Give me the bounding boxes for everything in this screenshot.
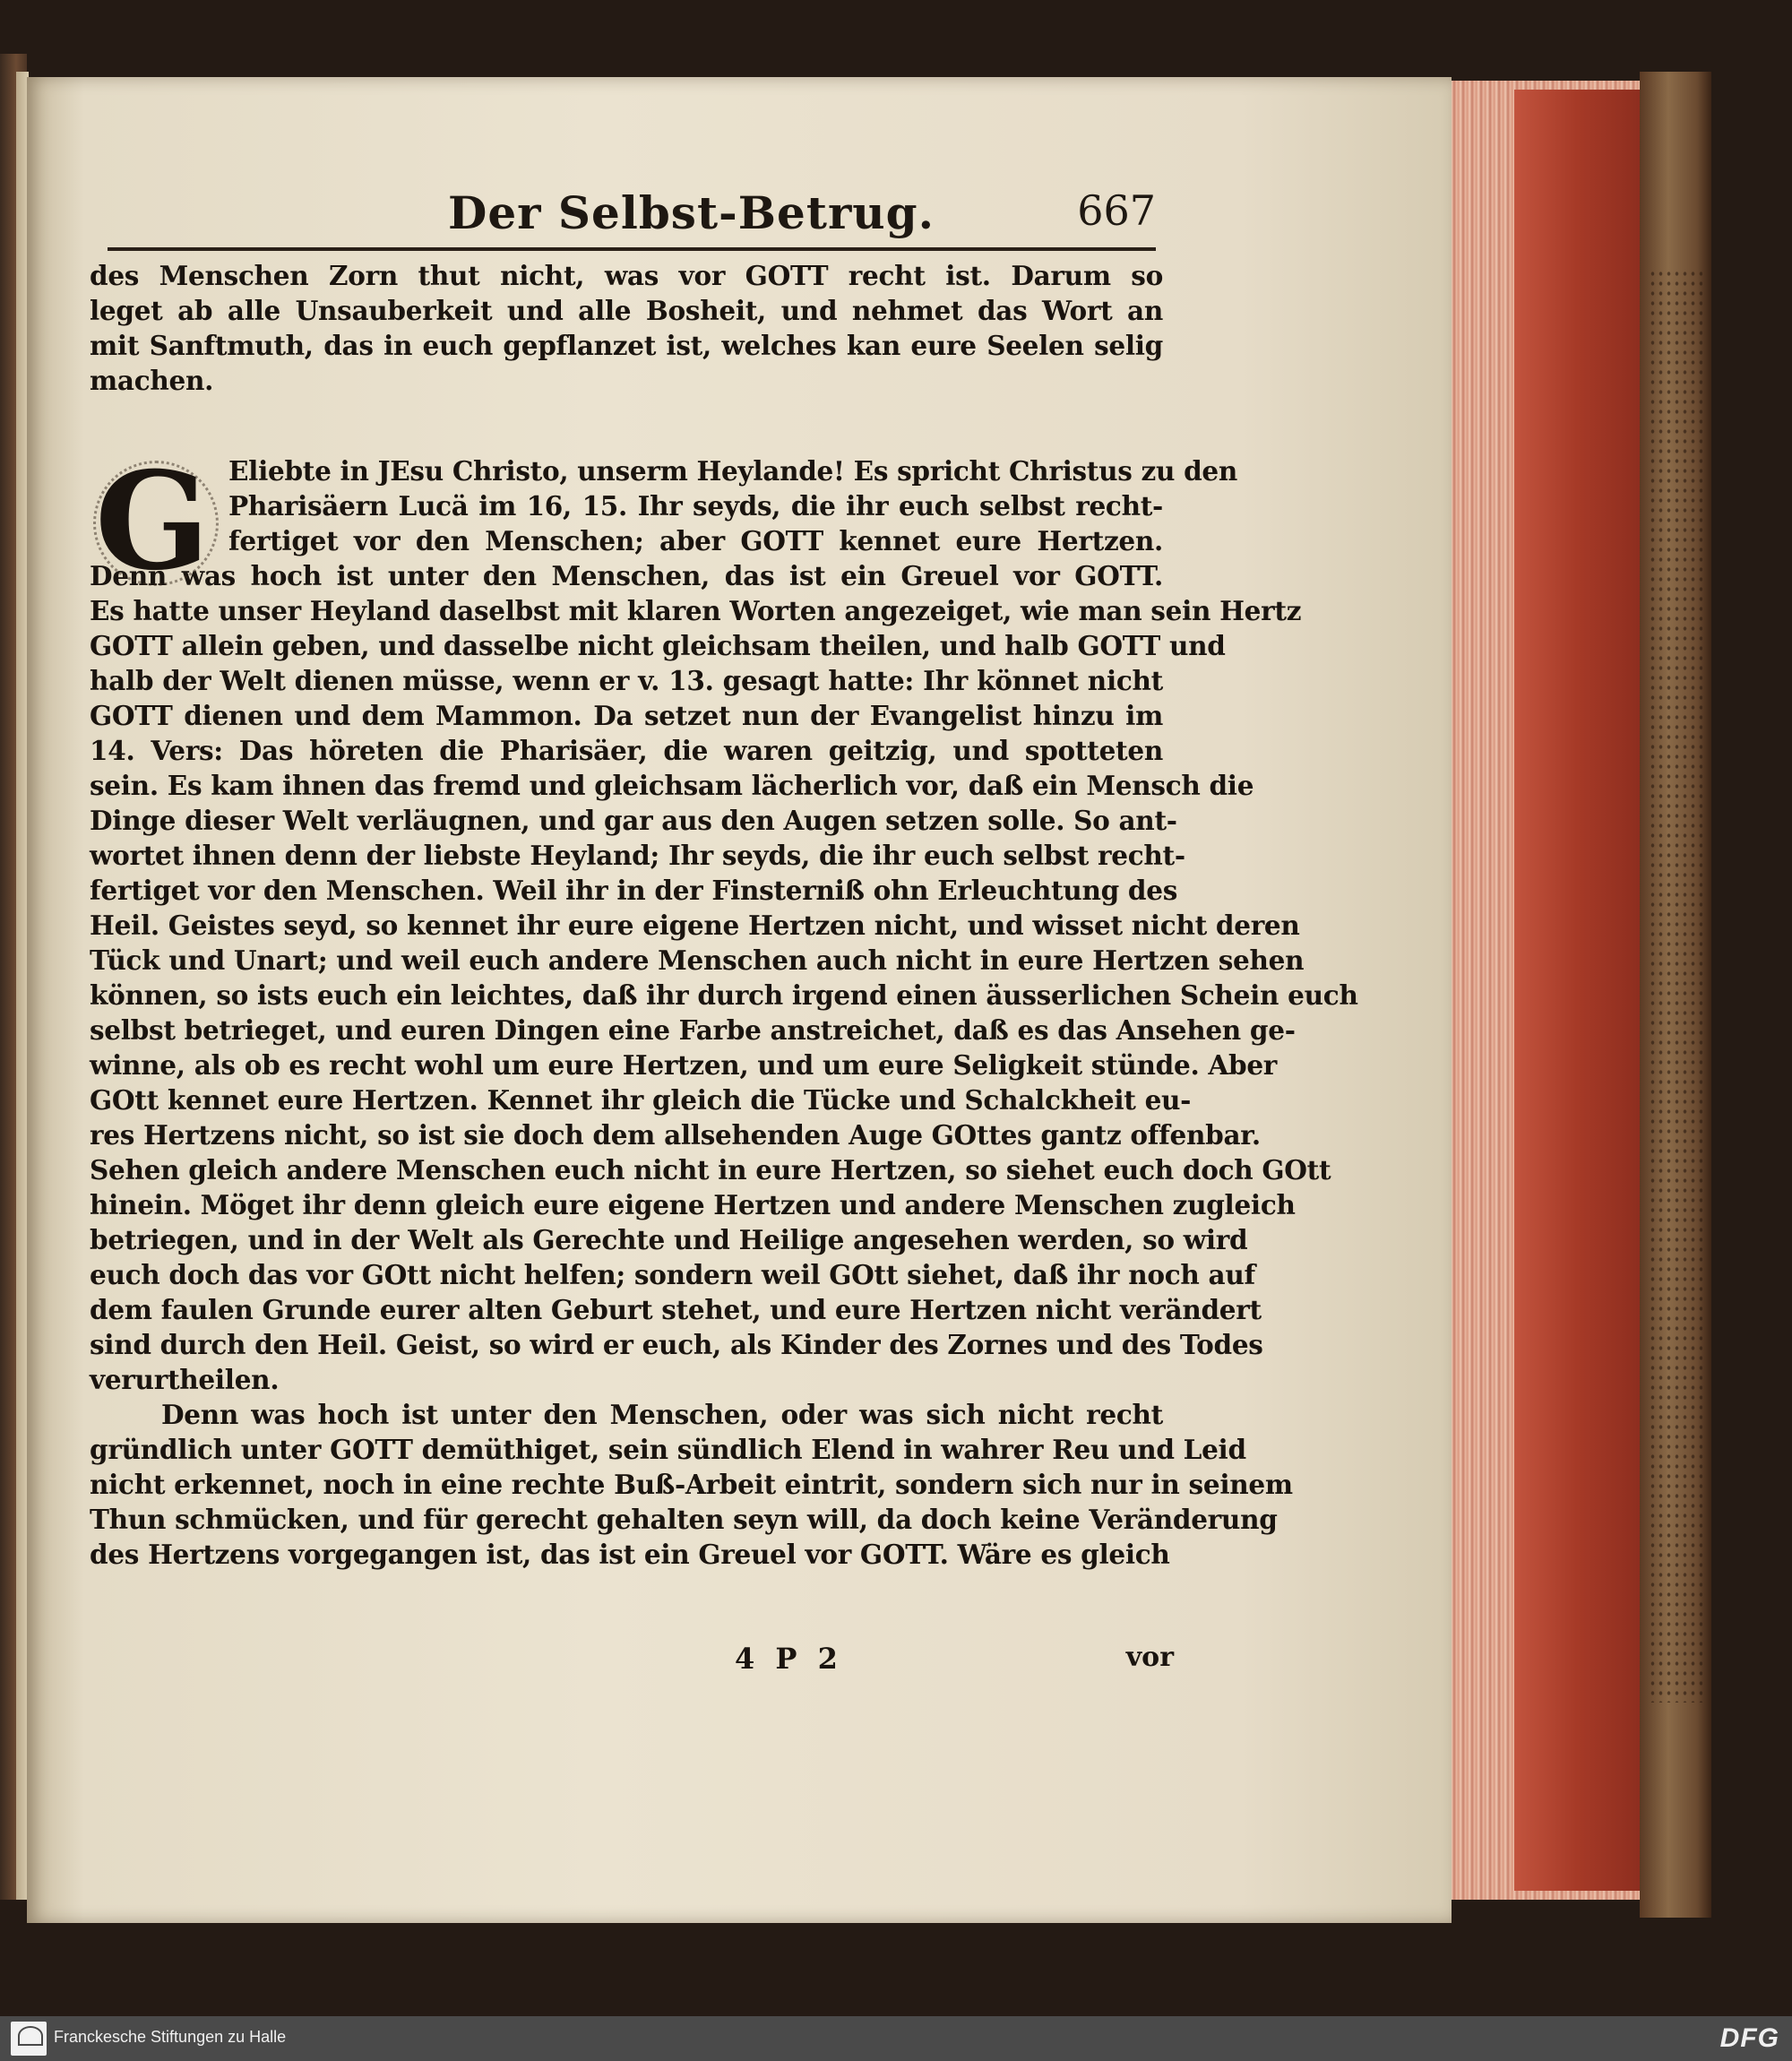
signature-mark: 4 P 2 — [735, 1642, 843, 1676]
text-line: nicht erkennet, noch in eine rechte Buß-Arbeit eintrit, sondern sich nur in seinem — [90, 1469, 1293, 1500]
text-line: leget ab alle Unsauberkeit und alle Bosheit, und nehmet das Wort an — [90, 295, 1163, 326]
red-edge-gilding — [1514, 90, 1640, 1891]
logo-mark — [18, 2026, 43, 2046]
institution-name: Franckesche Stiftungen zu Halle — [54, 2028, 287, 2046]
text-line: fertiget vor den Menschen; aber GOTT kennet eure Hertzen. — [228, 525, 1163, 556]
text-line: winne, als ob es recht wohl um eure Hertzen, und um eure Seligkeit stünde. Aber — [90, 1049, 1278, 1081]
text-line: Denn was hoch ist unter den Menschen, oder was sich nicht recht — [161, 1399, 1163, 1430]
text-line: Eliebte in JEsu Christo, unserm Heylande! Es spricht Christus zu den — [228, 455, 1238, 487]
text-line: Thun schmücken, und für gerecht gehalten seyn will, da doch keine Veränderung — [90, 1504, 1278, 1535]
text-line: hinein. Möget ihr denn gleich eure eigene Hertzen und andere Menschen zugleich — [90, 1189, 1296, 1220]
running-title: Der Selbst-Betrug. — [448, 186, 935, 239]
catchword: vor — [1125, 1642, 1174, 1673]
text-line: Denn was hoch ist unter den Menschen, das ist ein Greuel vor GOTT. — [90, 560, 1163, 591]
body-text — [90, 258, 1358, 1572]
text-line: betriegen, und in der Welt als Gerechte und Heilige angesehen werden, so wird — [90, 1224, 1248, 1255]
text-line: GOTT allein geben, und dasselbe nicht gleichsam theilen, und halb GOTT und — [90, 630, 1226, 661]
text-line: Es hatte unser Heyland daselbst mit klaren Worten angezeiget, wie man sein Hertz — [90, 595, 1302, 626]
paragraph-gap — [90, 398, 1163, 453]
cover-texture — [1649, 269, 1702, 1703]
text-line: Tück und Unart; und weil euch andere Menschen auch nicht in eure Hertzen sehen — [90, 944, 1305, 976]
text-line: sind durch den Heil. Geist, so wird er euch, als Kinder des Zornes und des Todes — [90, 1329, 1263, 1360]
text-line: Pharisäern Lucä im 16, 15. Ihr seyds, die ihr euch selbst recht- — [228, 490, 1163, 522]
text-line: sein. Es kam ihnen das fremd und gleichsam lächerlich vor, daß ein Mensch die — [90, 770, 1254, 801]
page-number: 667 — [1077, 186, 1156, 235]
text-line: fertiget vor den Menschen. Weil ihr in der Finsterniß ohn Erleuchtung des — [90, 875, 1178, 906]
page-footer — [108, 1642, 1174, 1677]
text-line: selbst betrieget, und euren Dingen eine Farbe anstreichet, daß es das Ansehen ge- — [90, 1014, 1296, 1046]
text-line: GOtt kennet eure Hertzen. Kennet ihr gleich die Tücke und Schalckheit eu- — [90, 1084, 1192, 1116]
francke-foundations-logo-icon — [11, 2022, 47, 2056]
text-line: wortet ihnen denn der liebste Heyland; Ihr seyds, die ihr euch selbst recht- — [90, 840, 1185, 871]
text-line: können, so ists euch ein leichtes, daß ihr durch irgend einen äusserlichen Schein euch — [90, 979, 1358, 1011]
text-line: Sehen gleich andere Menschen euch nicht in eure Hertzen, so siehet euch doch GOtt — [90, 1154, 1331, 1186]
text-line: gründlich unter GOTT demüthiget, sein sündlich Elend in wahrer Reu und Leid — [90, 1434, 1246, 1465]
text-line: Heil. Geistes seyd, so kennet ihr eure eigene Hertzen nicht, und wisset nicht deren — [90, 910, 1300, 941]
text-line: halb der Welt dienen müsse, wenn er v. 13. gesagt hatte: Ihr könnet nicht — [90, 665, 1163, 696]
text-line: 14. Vers: Das höreten die Pharisäer, die waren geitzig, und spotteten — [90, 735, 1163, 766]
text-line: GOTT dienen und dem Mammon. Da setzet nun der Evangelist hinzu im — [90, 700, 1163, 731]
header-rule — [108, 247, 1156, 251]
dfg-logo: DFG — [1719, 2023, 1779, 2053]
text-line: Dinge dieser Welt verläugnen, und gar aus den Augen setzen solle. So ant- — [90, 805, 1177, 836]
decorated-initial: G — [94, 443, 211, 600]
text-line: verurtheilen. — [90, 1364, 280, 1395]
text-line: mit Sanftmuth, das in euch gepflanzet ist, welches kan eure Seelen selig — [90, 330, 1163, 361]
text-line: dem faulen Grunde eurer alten Geburt stehet, und eure Hertzen nicht verändert — [90, 1294, 1262, 1325]
archive-bar — [0, 2016, 1792, 2061]
page-header — [108, 186, 1156, 249]
text-line: res Hertzens nicht, so ist sie doch dem allsehenden Auge GOttes gantz offenbar. — [90, 1119, 1261, 1151]
text-line: des Menschen Zorn thut nicht, was vor GOTT recht ist. Darum so — [90, 260, 1163, 291]
text-line: machen. — [90, 365, 214, 396]
text-line: des Hertzens vorgegangen ist, das ist ein Greuel vor GOTT. Wäre es gleich — [90, 1539, 1170, 1570]
text-line: euch doch das vor GOtt nicht helfen; sondern weil GOtt siehet, daß ihr noch auf — [90, 1259, 1255, 1290]
